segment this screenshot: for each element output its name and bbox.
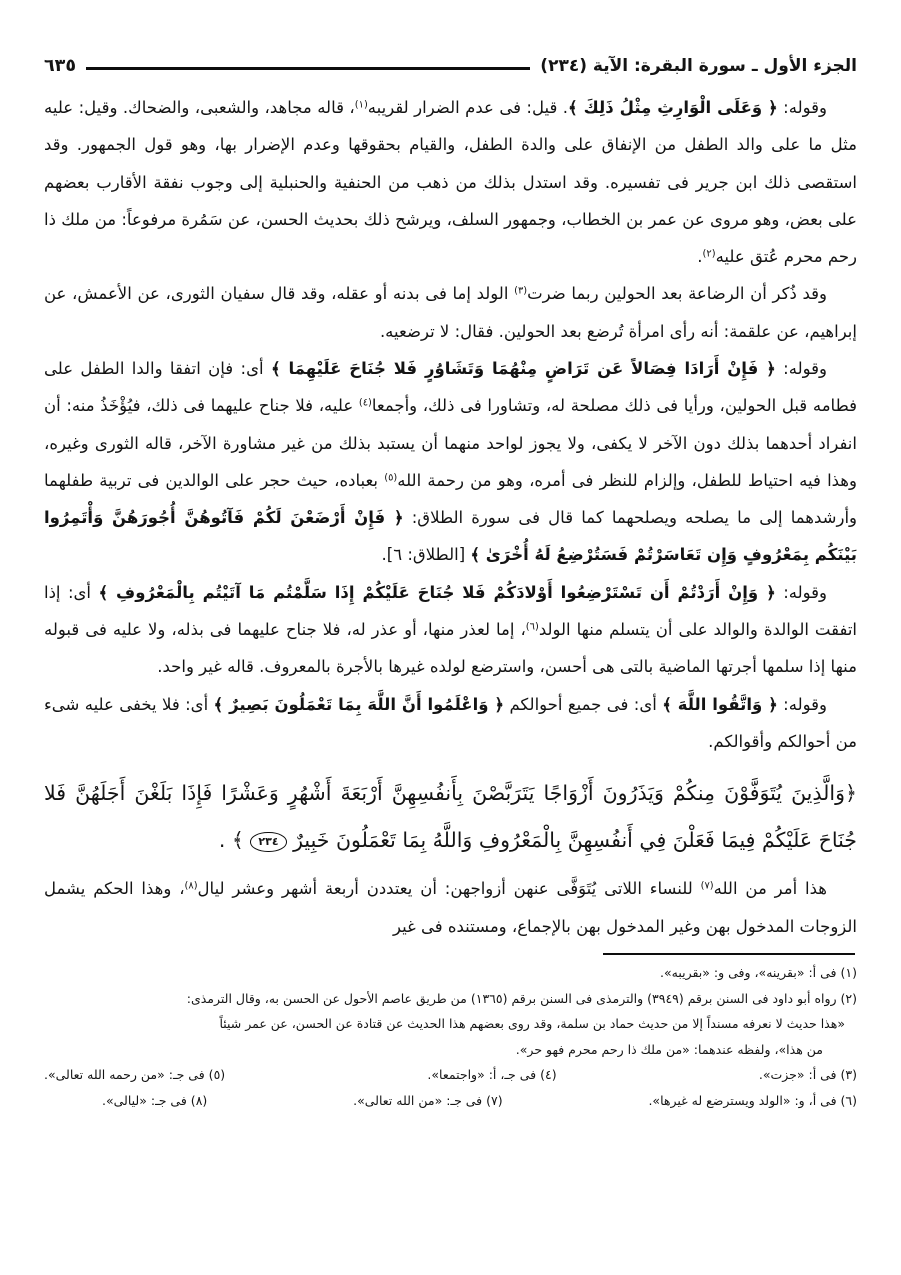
footnote-2-line-3: من هذا»، ولفظه عندهما: «من ملك ذا رحم محرم فهو حر». [515, 1041, 823, 1057]
footnote-4: (٤) فى جـ، أ: «واجتمعا». [427, 1067, 557, 1083]
text-run: للنساء اللاتى يُتَوَفَّى عنهن أزواجهن: أن يعتددن أربعة أشهر وعشر ليال [197, 879, 701, 899]
text-run: ، إما لعذر منها، أو عذر له، فلا جناح عليهما فى بذله، ولا عليه فى قبوله منها إذا سلمها أجرتها الماضية بالتى هى أحسن، واسترضع لولده غيرها بالأجرة بالمعروف. قاله غير واحد. [44, 619, 857, 677]
quran-quote: ﴿ فَإِنْ أَرَادَا فِصَالاً عَن تَرَاضٍ مِنْهُمَا وَتَشَاوُرٍ فَلا جُنَاحَ عَلَيْهِمَا ﴾ [270, 358, 776, 378]
text-run: . [697, 247, 703, 267]
footnote-ref: (٨) [184, 880, 198, 892]
text-run: أى: إذا اتفقت الوالدة والوالد على أن يتسلم منها الولد [44, 582, 858, 639]
paragraph-5 [44, 686, 857, 761]
footnote-6: (٦) فى أ، و: «الولد ويسترضع له غيرها». [648, 1093, 857, 1109]
paragraph-4 [44, 574, 857, 686]
footnote-separator [603, 953, 855, 955]
page-header [44, 56, 857, 76]
text-run: وقد ذُكر أن الرضاعة بعد الحولين ربما ضرت [527, 284, 827, 304]
text-run: أى: فلا يخفى عليه شىء من أحوالكم وأقوالكم. [44, 694, 857, 751]
paragraph-1 [44, 89, 857, 275]
footnote-2-line-2: «هذا حديث لا نعرفه مسنداً إلا من حديث حماد بن سلمة، وقد روى بعضهم هذا الحديث عن قتادة عن الحسن، عن عمر شيئاً [219, 1016, 845, 1032]
footnotes-row-1 [44, 1062, 857, 1088]
text-run: ، قاله مجاهد، والشعبى، والضحاك. وقيل: عليه مثل ما على والد الطفل من الإنفاق على والدة الطفل، والقيام بحقوقها وعدم الإضرار بها، وهو قول الجمهور. وقد استقصى ذلك ابن جرير فى تفسيره. وقد استدل بذلك من ذهب من الحنفية والحنبلية إلى وجوب نفقة الأقارب بعضهم على بعض، وهو مروى عن عمر بن الخطاب، وجمهور السلف، ويرشح ذلك بحديث الحسن، عن سَمُرة مرفوعاً: من ملك ذا رحم محرم عُتق عليه [44, 98, 857, 267]
footnote-ref: (٢) [702, 248, 716, 260]
text-run: وقوله: [775, 358, 827, 378]
text-run: أى: فإن اتفقا والدا الطفل على فطامه قبل الحولين، ورأيا فى ذلك مصلحة له، وتشاورا فى ذلك، وأجمعا [44, 358, 857, 416]
verse-234-block [44, 770, 857, 864]
page-number: ٦٣٥ [44, 56, 77, 76]
footnote-ref: (١) [354, 99, 368, 111]
text-run: وقوله: [775, 582, 828, 602]
text-run: الولد إما فى بدنه أو عقله، وقد قال سفيان الثورى، عن الأعمش، عن إبراهيم، عن علقمة: أنه رأى امرأة تُرضع بعد الحولين. فقال: لا ترضعيه. [44, 284, 857, 341]
text-run: ﴿وَالَّذِينَ يُتَوَفَّوْنَ مِنكُمْ وَيَذَرُونَ أَزْوَاجًا يَتَرَبَّصْنَ بِأَنفُسِهِنَّ أَرْبَعَةَ أَشْهُرٍ وَعَشْرًا فَإِذَا بَلَغْنَ أَجَلَهُنَّ فَلا جُنَاحَ عَلَيْكُمْ فِيمَا فَعَلْنَ فِي أَنفُسِهِنَّ بِالْمَعْرُوفِ وَاللَّهُ بِمَا تَعْمَلُونَ خَبِيرٌ [44, 781, 857, 853]
text-run: عليه، فلا جناح عليهما فى ذلك، فيُؤْخَذُ منه: أن انفراد أحدهما بذلك دون الآخر لا يكفى، ولا يجوز لواحد منهما أن يستبد بذلك من غير مشاورة الآخر، قاله الثورى وغيره، وهذا فيه احتياط للطفل، وإلزام للنظر فى أمره، وهو من رحمة الله [44, 396, 857, 490]
paragraph-3 [44, 350, 857, 574]
text-run: ﴾ . [218, 828, 251, 853]
paragraph-6 [44, 870, 857, 945]
quran-quote: ﴿ فَإِنْ أَرْضَعْنَ لَكُمْ فَآتُوهُنَّ أُجُورَهُنَّ وَأْتَمِرُوا بَيْنَكُم بِمَعْرُوفٍ وَإِن تَعَاسَرْتُمْ فَسَتُرْضِعُ لَهُ أُخْرَىٰ ﴾ [44, 508, 857, 565]
footnote-ref: (٧) [700, 880, 714, 892]
footnotes-section [44, 953, 857, 1114]
text-run: أى: فى جميع أحوالكم [504, 694, 663, 714]
ayah-number: ٢٣٤ [250, 832, 286, 852]
header-rule [86, 67, 530, 70]
footnote-2-line-1: (٢) رواه أبو داود فى السنن برقم (٣٩٤٩) والترمذى فى السنن برقم (١٣٦٥) من طريق عاصم الأحول عن الحسن به، وقال الترمذى: [186, 990, 857, 1006]
footnote-8: (٨) فى جـ: «ليالى». [102, 1093, 208, 1109]
footnote-7: (٧) فى جـ: «من الله تعالى». [353, 1093, 503, 1109]
footnote-ref: (٤) [358, 397, 372, 409]
footnotes-row-2 [44, 1088, 857, 1114]
text-run: بعباده، حيث حجر على الوالدين فى تربية طفلهما وأرشدهما إلى ما يصلحه ويصلحهما كما قال فى سورة الطلاق: [44, 470, 858, 528]
quran-quote: ﴿ وَاعْلَمُوا أَنَّ اللَّهَ بِمَا تَعْمَلُونَ بَصِيرٌ ﴾ [213, 694, 505, 714]
footnote-5: (٥) فى جـ: «من رحمه الله تعالى». [44, 1067, 226, 1083]
text-run: [الطلاق: ٦]. [381, 545, 471, 565]
header-title: الجزء الأول ـ سورة البقرة: الآية (٢٣٤) [540, 56, 857, 76]
footnote-ref: (٥) [384, 472, 398, 484]
text-run: وقوله: [777, 98, 827, 117]
tafsir-body [44, 89, 857, 945]
text-run: وقوله: [777, 694, 827, 714]
footnote-ref: (٣) [514, 285, 528, 297]
paragraph-2 [44, 275, 857, 350]
quran-quote: ﴿ وَاتَّقُوا اللَّهَ ﴾ [662, 694, 778, 714]
footnote-ref: (٦) [525, 621, 539, 633]
text-run: . قيل: فى عدم الضرار لقريبه [367, 98, 569, 117]
quran-quote: ﴿ وَإِنْ أَرَدْتُمْ أَن تَسْتَرْضِعُوا أَوْلادَكُمْ فَلا جُنَاحَ عَلَيْكُمْ إِذَا سَلَّمْتُم مَا آتَيْتُم بِالْمَعْرُوفِ ﴾ [98, 582, 776, 602]
text-run: ، وهذا الحكم يشمل الزوجات المدخول بهن وغير المدخول بهن بالإجماع، ومستنده فى غير [44, 879, 857, 936]
quran-quote: ﴿ وَعَلَى الْوَارِثِ مِثْلُ ذَلِكَ ﴾ [568, 98, 778, 117]
text-run: هذا أمر من الله [713, 879, 827, 899]
footnote-3: (٣) فى أ: «جزت». [758, 1067, 857, 1083]
footnote-1: (١) فى أ: «بقرينه»، وفى و: «بقريبه». [660, 964, 857, 980]
